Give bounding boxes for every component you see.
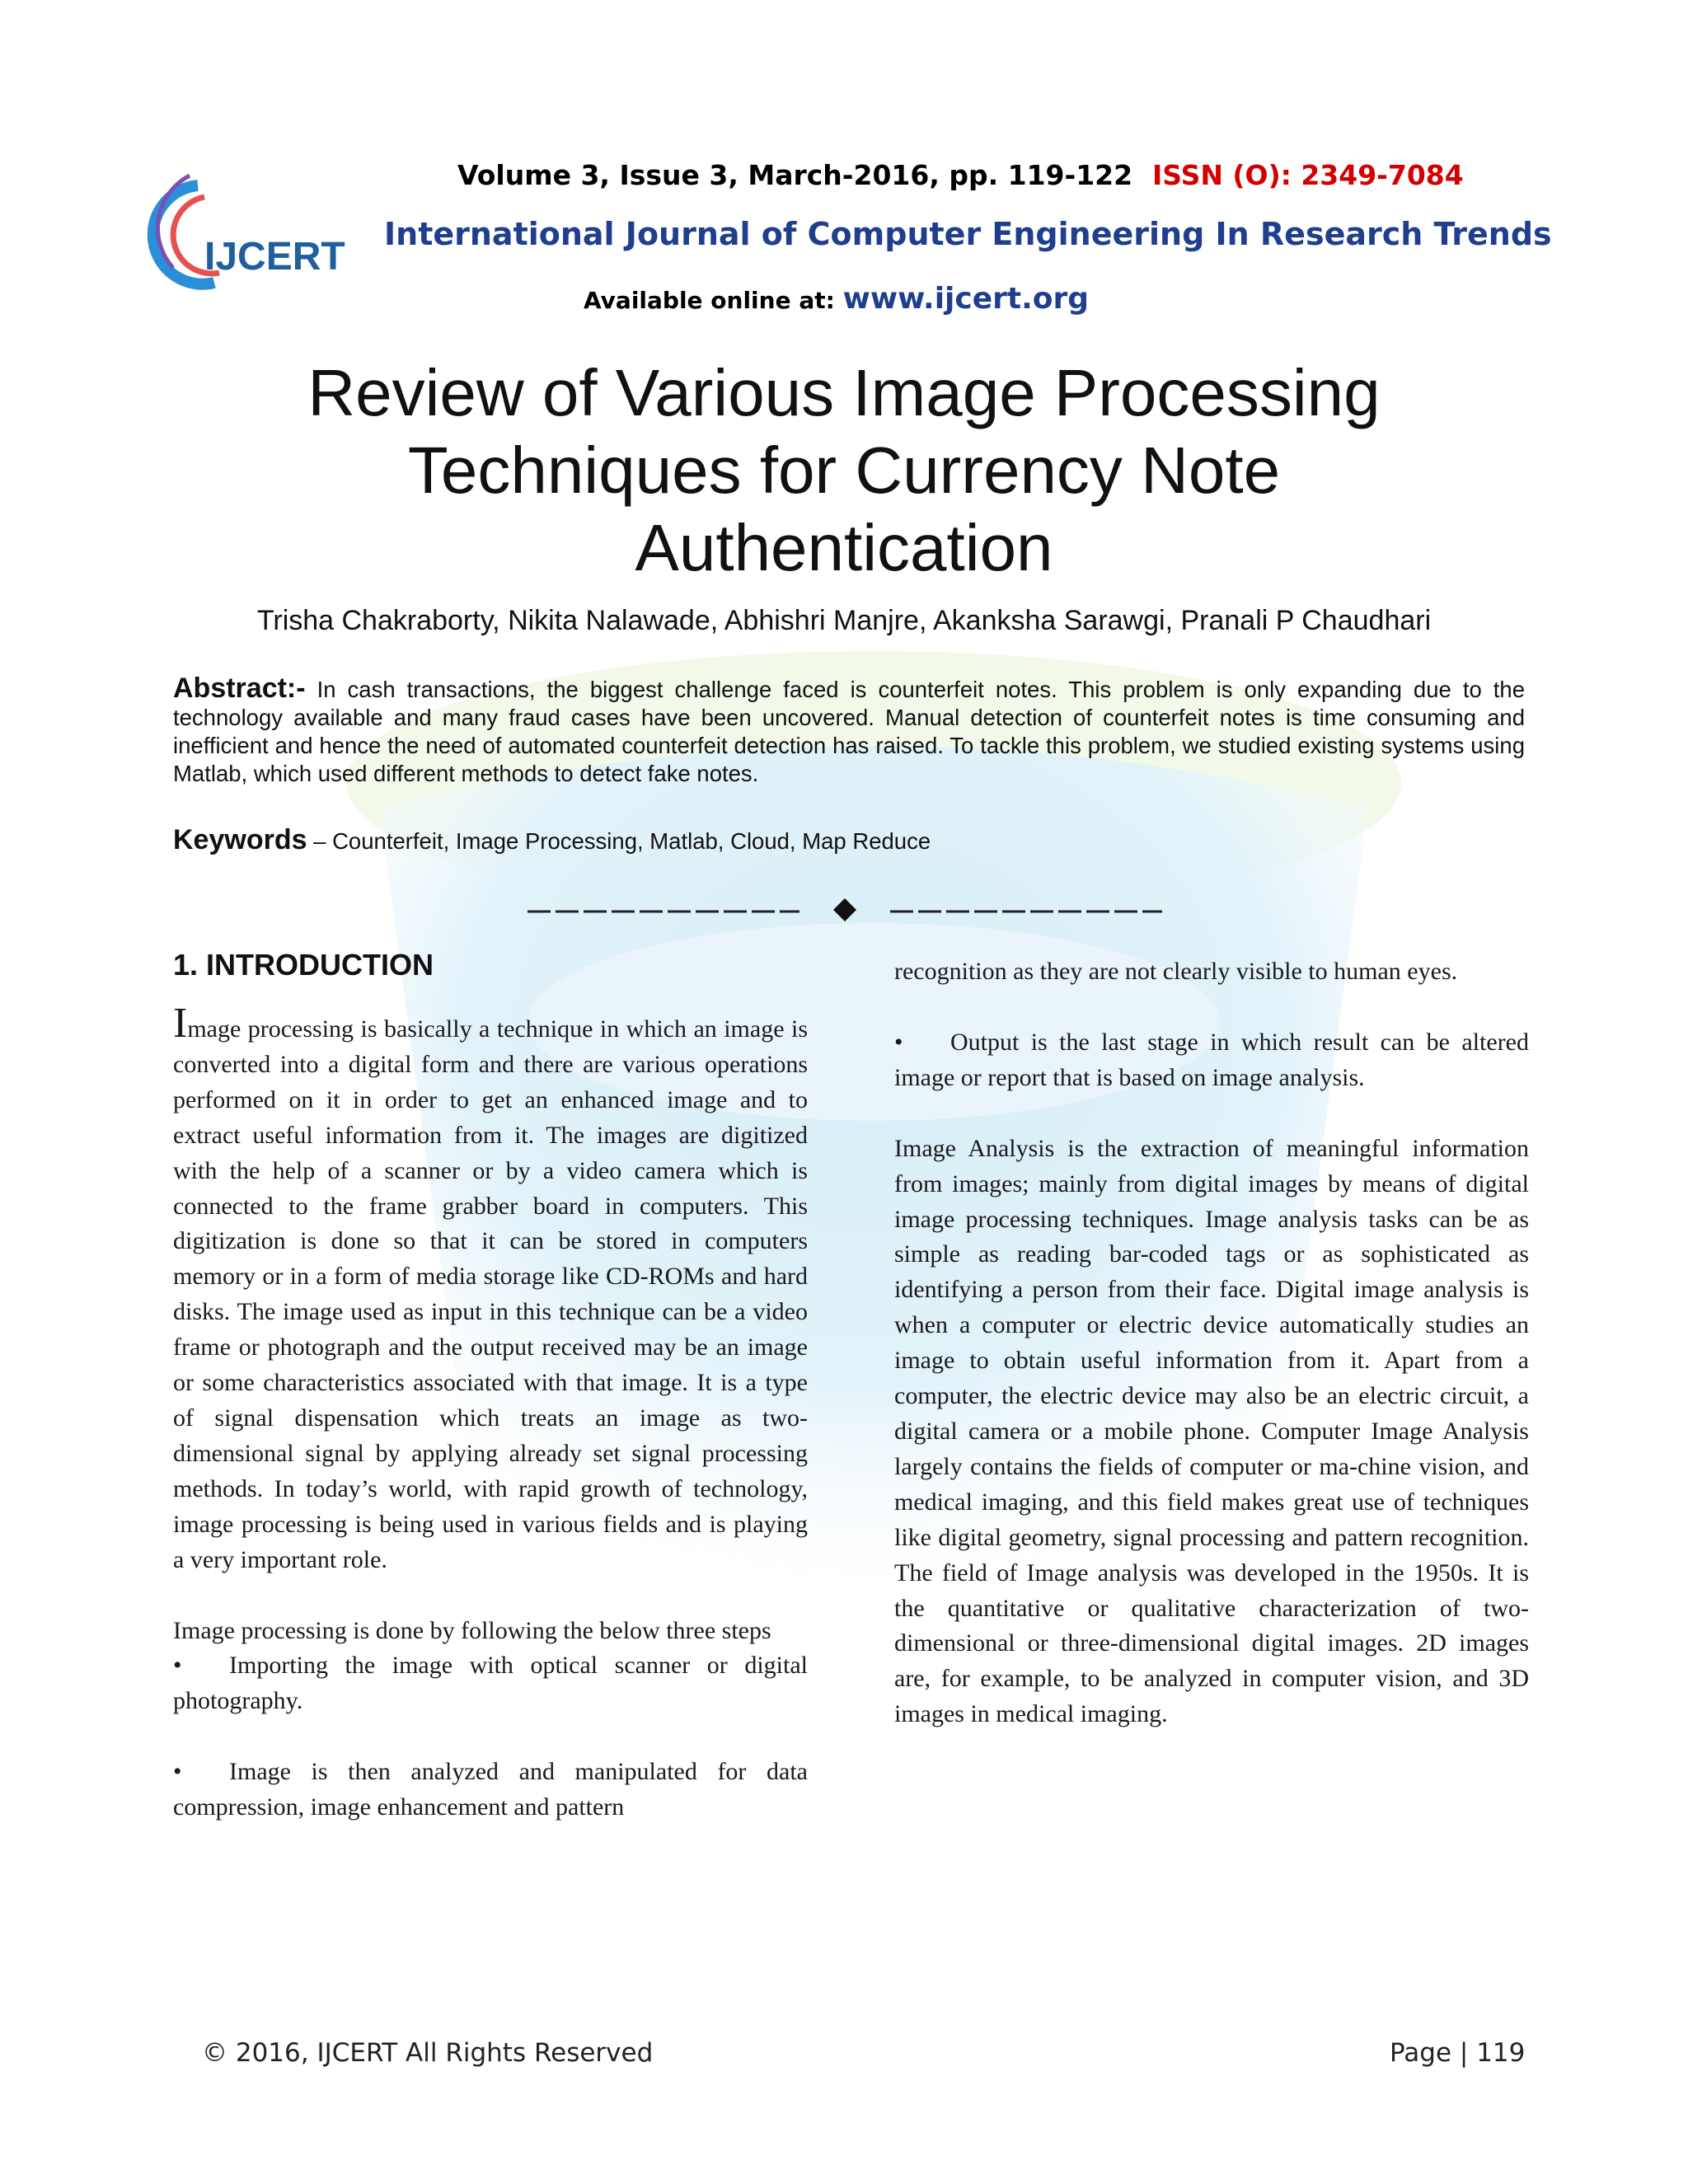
keywords-label: Keywords (173, 824, 307, 855)
journal-name: International Journal of Computer Engineering In Research Trends (384, 216, 1552, 252)
image-analysis-paragraph: Image Analysis is the extraction of meaningful information from images; mainly from digital images by means of digital image processing techniques. Image analysis tasks can be as simple as reading bar-coded tags or as sophisticated as identifying a person from their face. Digital image analysis is when a computer or electric device automatically studies an image to obtain useful information from it. Apart from a computer, the electric device may also be an electric circuit, a digital camera or a mobile phone. Computer Image Analysis largely contains the fields of computer or ma-chine vision, and medical imaging, and this field makes great use of techniques like digital geometry, signal processing and pattern recognition. The field of Image analysis was developed in the 1950s. It is the quantitative or qualitative characterization of two-dimensional or three-dimensional digital images. 2D images are, for example, to be analyzed in computer vision, and 3D images in medical imaging. (894, 1134, 1529, 1728)
list-item (173, 1755, 808, 1825)
intro-paragraph-text: mage processing is basically a technique in which an image is converted into a digital form and there are various operations performed on it in order to get an enhanced image and to extract useful information from it. The images are digitized with the help of a scanner or by a video camera which is connected to the frame grabber board in computers. This digitization is done so that it can be stored in computers memory or in a form of media storage like CD-ROMs and hard disks. The image used as input in this technique can be a video frame or photograph and the output received may be an image or some characteristics associated with that image. It is a type of signal dispensation which treats an image as two-dimensional signal by applying already set signal processing methods. In today’s world, with rapid growth of technology, image processing is being used in various fields and is playing a very important role. (173, 1015, 808, 1573)
issn-info: ISSN (O): 2349-7084 (1152, 159, 1464, 191)
journal-url[interactable]: www.ijcert.org (842, 282, 1090, 316)
available-label: Available online at: (584, 287, 835, 314)
left-column (173, 1000, 808, 1825)
diamond-icon (833, 898, 856, 921)
volume-info: Volume 3, Issue 3, March-2016, pp. 119-122 (457, 159, 1133, 191)
logo-text: IJCERT (204, 235, 345, 279)
list-item (173, 1648, 808, 1719)
author-list: Trisha Chakraborty, Nikita Nalawade, Abhishri Manjre, Akanksha Sarawgi, Pranali P Chaudhari (256, 605, 1432, 636)
copyright: © 2016, IJCERT All Rights Reserved (202, 2038, 654, 2068)
bullet-icon: • (173, 1652, 182, 1680)
list-item (894, 1025, 1529, 1096)
steps-intro: Image processing is done by following the below three steps (173, 1616, 771, 1644)
title-line-2: Techniques for Currency Note (407, 434, 1281, 507)
availability-line (584, 282, 1089, 316)
keywords-text: – Counterfeit, Image Processing, Matlab, Cloud, Map Reduce (313, 828, 931, 854)
bullet-icon: • (894, 1028, 903, 1056)
paper-title (0, 354, 1688, 587)
keywords (173, 824, 931, 856)
drop-cap: I (173, 1000, 188, 1047)
page-number: Page | 119 (1390, 2038, 1526, 2068)
bullet-icon: • (173, 1758, 182, 1786)
section-heading: 1. INTRODUCTION (173, 948, 434, 982)
ijcert-logo (140, 169, 346, 293)
list-item-text: Image is then analyzed and manipulated for data compression, image enhancement and pattern (173, 1758, 808, 1821)
section-divider (528, 892, 1162, 925)
list-item-text: Importing the image with optical scanner or digital photography. (173, 1652, 808, 1715)
abstract-label: Abstract:- (173, 673, 306, 704)
abstract (173, 674, 1525, 788)
right-column (894, 954, 1529, 1732)
title-line-3: Authentication (635, 511, 1053, 584)
abstract-text: In cash transactions, the biggest challenge faced is counterfeit notes. This problem is only expanding due to the technology available and many fraud cases have been uncovered. Manual detection of counterfeit notes is time consuming and inefficient and hence the need of automated counterfeit detection has raised. To tackle this problem, we studied existing systems using Matlab, which used different methods to detect fake notes. (173, 677, 1526, 786)
list-item-text: Output is the last stage in which result can be altered image or report that is based on image analysis. (894, 1028, 1529, 1091)
intro-paragraph (173, 1000, 808, 1578)
list-item-continued: recognition as they are not clearly visible to human eyes. (894, 958, 1458, 985)
title-line-1: Review of Various Image Processing (307, 356, 1381, 429)
